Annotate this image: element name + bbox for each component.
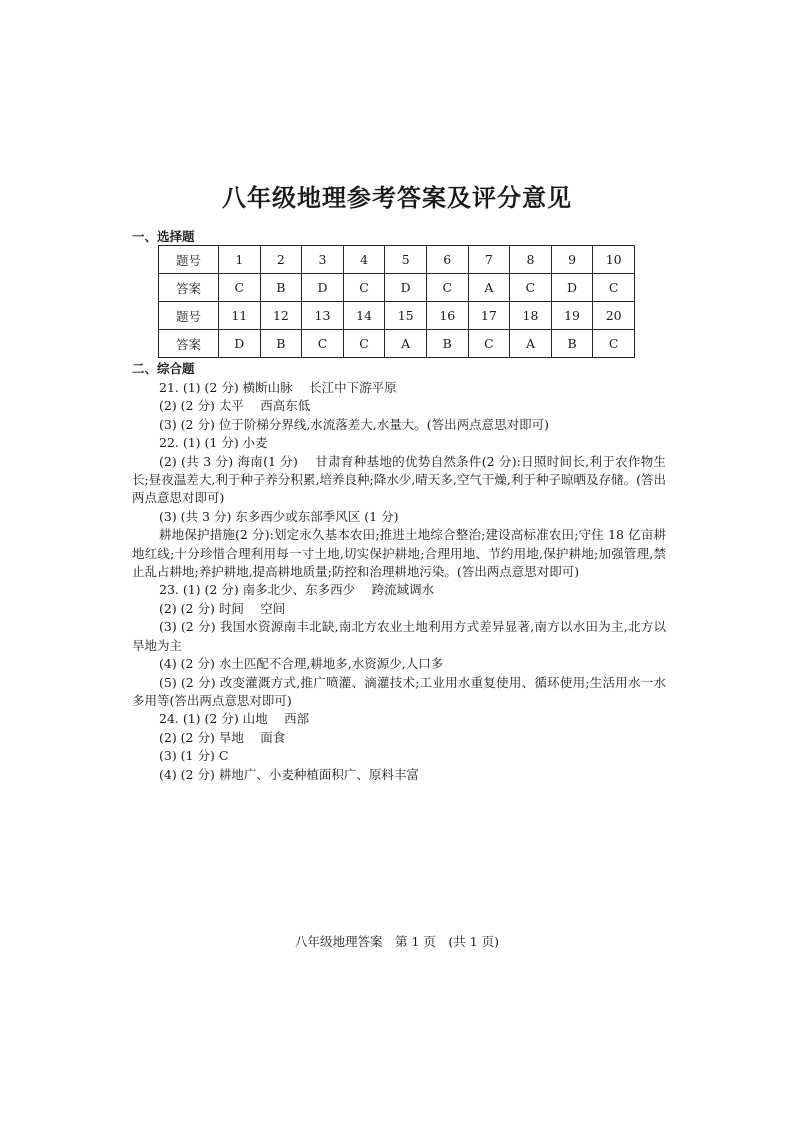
question-number-cell: 7 (468, 246, 510, 274)
question-number-cell: 9 (551, 246, 593, 274)
row-label-answer: 答案 (159, 274, 219, 302)
section-heading-comprehensive: 二、综合题 (132, 361, 195, 376)
section-heading-choice: 一、选择题 (132, 229, 195, 244)
question-number-cell: 12 (260, 302, 302, 330)
table-row-question-numbers-1 (159, 246, 635, 274)
answer-cell: C (468, 330, 510, 358)
answer-table (158, 245, 635, 358)
page-title: 八年级地理参考答案及评分意见 (222, 184, 572, 212)
question-number-cell: 13 (302, 302, 344, 330)
answer-cell: B (260, 274, 302, 302)
answer-cell: A (385, 330, 427, 358)
answer-q24-3: (3) (1 分) C (159, 748, 229, 764)
answer-cell: D (302, 274, 344, 302)
answer-cell: D (385, 274, 427, 302)
question-number-cell: 20 (593, 302, 635, 330)
answer-q21-1: 21. (1) (2 分) 横断山脉 长江中下游平原 (159, 380, 397, 395)
question-number-cell: 8 (510, 246, 552, 274)
answer-cell: C (593, 330, 635, 358)
question-number-cell: 6 (426, 246, 468, 274)
question-number-cell: 16 (426, 302, 468, 330)
answer-cell: C (219, 274, 261, 302)
answer-cell: B (426, 330, 468, 358)
table-row-answers-1 (159, 274, 635, 302)
answer-cell: C (302, 330, 344, 358)
question-number-cell: 3 (302, 246, 344, 274)
answer-cell: A (510, 330, 552, 358)
answer-q22-3-measures: 耕地保护措施(2 分):划定永久基本农田;推进土地综合整治;建设高标准农田;守住 18 亿亩耕地红线;十分珍惜合理利用每一寸土地,切实保护耕地;合理用地、节约用地,保护耕地;加强管理,禁止乱占耕地;养护耕地,提高耕地质量;防控和治理耕地污染。(答出两点意思对即可) (132, 527, 666, 580)
question-number-cell: 18 (510, 302, 552, 330)
answer-q23-1: 23. (1) (2 分) 南多北少、东多西少 跨流域调水 (159, 582, 435, 598)
answer-q23-2: (2) (2 分) 时间 空间 (159, 600, 286, 616)
answer-cell: B (551, 330, 593, 358)
answer-q22-3: (3) (共 3 分) 东多西少或东部季风区 (1 分) (159, 508, 399, 524)
answer-q22-1: 22. (1) (1 分) 小麦 (159, 435, 268, 451)
question-number-cell: 2 (260, 246, 302, 274)
answer-q22-2: (2) (共 3 分) 海南(1 分) 甘肃育种基地的优势自然条件(2 分):日照时间长,利于农作物生长;昼夜温差大,利于种子养分积累,培养良种;降水少,晴天多,空气干燥,利于种子晾晒及存储。(答出两点意思对即可) (132, 453, 666, 506)
answer-q23-3: (3) (2 分) 我国水资源南丰北缺,南北方农业土地利用方式差异显著,南方以水田为主,北方以旱地为主 (132, 619, 666, 653)
question-number-cell: 5 (385, 246, 427, 274)
answer-cell: D (219, 330, 261, 358)
answer-cell: C (426, 274, 468, 302)
answer-cell: C (510, 274, 552, 302)
answer-content (132, 379, 666, 784)
table-row-answers-2 (159, 330, 635, 358)
page-footer: 八年级地理答案 第 1 页 (共 1 页) (294, 934, 500, 949)
question-number-cell: 19 (551, 302, 593, 330)
question-number-cell: 15 (385, 302, 427, 330)
answer-q24-4: (4) (2 分) 耕地广、小麦种植面积广、原料丰富 (159, 766, 419, 782)
question-number-cell: 14 (343, 302, 385, 330)
answer-cell: B (260, 330, 302, 358)
answer-cell: D (551, 274, 593, 302)
answer-q24-1: 24. (1) (2 分) 山地 西部 (159, 711, 310, 727)
question-number-cell: 11 (219, 302, 261, 330)
answer-q21-3: (3) (2 分) 位于阶梯分界线,水流落差大,水量大。(答出两点意思对即可) (159, 416, 550, 432)
table-row-question-numbers-2 (159, 302, 635, 330)
question-number-cell: 1 (219, 246, 261, 274)
question-number-cell: 10 (593, 246, 635, 274)
answer-q23-5: (5) (2 分) 改变灌溉方式,推广喷灌、滴灌技术;工业用水重复使用、循环使用;生活用水一水多用等(答出两点意思对即可) (132, 674, 666, 708)
row-label-question: 题号 (159, 246, 219, 274)
answer-q21-2: (2) (2 分) 太平 西高东低 (159, 398, 311, 414)
question-number-cell: 4 (343, 246, 385, 274)
answer-cell: A (468, 274, 510, 302)
answer-cell: C (343, 274, 385, 302)
row-label-answer: 答案 (159, 330, 219, 358)
row-label-question: 题号 (159, 302, 219, 330)
answer-q23-4: (4) (2 分) 水土匹配不合理,耕地多,水资源少,人口多 (159, 656, 444, 672)
answer-cell: C (343, 330, 385, 358)
answer-cell: C (593, 274, 635, 302)
answer-q24-2: (2) (2 分) 旱地 面食 (159, 729, 286, 745)
question-number-cell: 17 (468, 302, 510, 330)
